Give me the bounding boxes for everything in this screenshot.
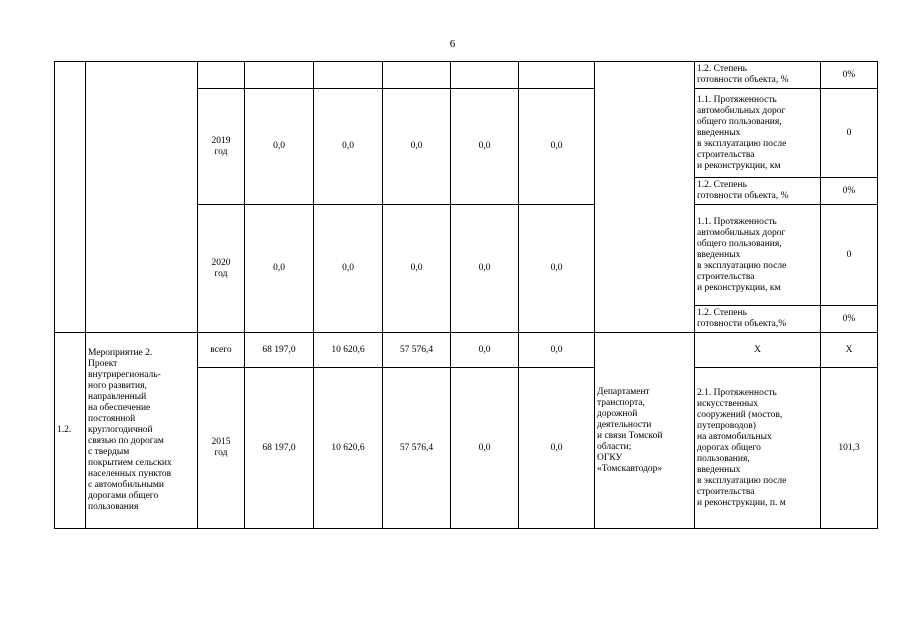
value-cell [383,62,451,89]
indicator-value: 0 [821,205,878,306]
value-cell: 10 620,6 [314,368,383,529]
indicator-name: 1.1. Протяженность автомобильных дорог общего пользования, введенных в эксплуатацию после строительства и реконструкции, км [695,205,821,306]
value-cell: 57 576,4 [383,368,451,529]
year-cell [198,62,245,89]
year-cell: 2015 год [198,368,245,529]
page-number: 6 [449,38,456,50]
indicator-value: 0% [821,62,878,89]
value-cell [314,62,383,89]
value-cell: 0,0 [314,89,383,205]
indicator-value: 101,3 [821,368,878,529]
name-cell [86,62,198,333]
indicator-value: Х [821,333,878,368]
value-cell: 68 197,0 [245,333,314,368]
value-cell: 57 576,4 [383,333,451,368]
value-cell: 0,0 [451,368,519,529]
indicator-name: 1.2. Степень готовности объекта,% [695,306,821,333]
table-row [55,62,878,89]
value-cell: 0,0 [245,205,314,333]
value-cell: 0,0 [383,205,451,333]
year-cell: 2020 год [198,205,245,333]
value-cell: 0,0 [519,205,595,333]
indicator-name: 2.1. Протяженность искусственных сооружений (мостов, путепроводов) на автомобильных дорогах общего пользования, введенных в эксплуатацию после строительства и реконструкции, п. м [695,368,821,529]
value-cell [451,62,519,89]
year-cell: всего [198,333,245,368]
executor-cell: Департамент транспорта, дорожной деятельности и связи Томской области; ОГКУ «Томскавтодор» [595,333,695,529]
executor-cell [595,62,695,333]
value-cell: 0,0 [451,89,519,205]
table-row [55,333,878,368]
value-cell: 0,0 [245,89,314,205]
value-cell: 10 620,6 [314,333,383,368]
value-cell: 0,0 [451,333,519,368]
value-cell: 68 197,0 [245,368,314,529]
indicator-value: 0 [821,89,878,178]
indicator-value: 0% [821,306,878,333]
value-cell [245,62,314,89]
number-cell [55,62,86,333]
indicator-name: Х [695,333,821,368]
indicator-name: 1.2. Степень готовности объекта, % [695,62,821,89]
value-cell: 0,0 [451,205,519,333]
year-cell: 2019 год [198,89,245,205]
indicator-name: 1.2. Степень готовности объекта, % [695,178,821,205]
value-cell: 0,0 [519,368,595,529]
value-cell [519,62,595,89]
value-cell: 0,0 [314,205,383,333]
item-name: Мероприятие 2. Проект внутрирегиональ- ного развития, направленный на обеспечение постоянной круглогодичной связью по дорогам с твердым покрытием сельских населенных пунктов с автомобильными дорогами общего пользования [86,333,198,529]
program-table [54,61,878,529]
indicator-name: 1.1. Протяженность автомобильных дорог общего пользования, введенных в эксплуатацию после строительства и реконструкции, км [695,89,821,178]
value-cell: 0,0 [519,333,595,368]
value-cell: 0,0 [383,89,451,205]
value-cell: 0,0 [519,89,595,205]
indicator-value: 0% [821,178,878,205]
item-number: 1.2. [55,333,86,529]
